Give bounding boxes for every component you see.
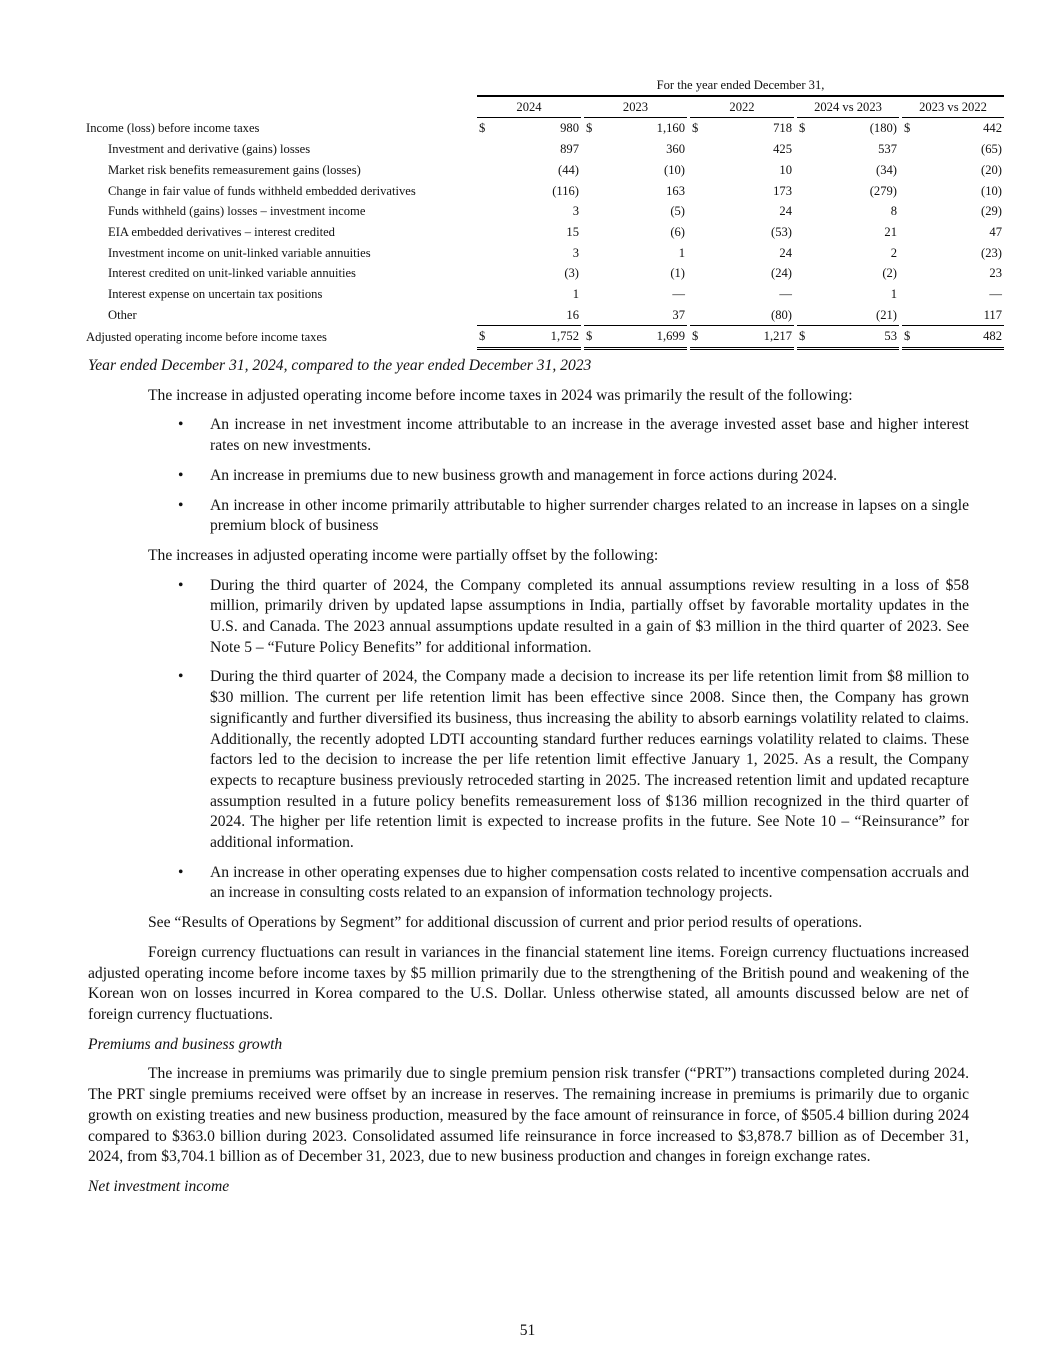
currency-symbol	[690, 181, 706, 202]
cell-value: (53)	[771, 224, 792, 239]
cell-value: 10	[779, 162, 792, 177]
cell-value: —	[672, 287, 685, 302]
row-label: Income (loss) before income taxes	[86, 121, 260, 136]
page-number: 51	[519, 1322, 536, 1339]
body-text	[88, 356, 969, 1207]
currency-symbol	[797, 305, 813, 326]
table-row	[86, 243, 1004, 264]
cell-value: (10)	[981, 183, 1002, 198]
row-label: Interest expense on uncertain tax positions	[108, 287, 323, 302]
cell-value: 163	[666, 183, 685, 198]
table-row	[86, 201, 1004, 222]
cell-value: (24)	[771, 266, 792, 281]
currency-symbol	[690, 284, 706, 305]
cell-value: (279)	[869, 183, 897, 198]
cell-value: (10)	[664, 162, 685, 177]
currency-symbol: $	[477, 325, 493, 350]
currency-symbol	[584, 181, 600, 202]
row-label: Investment income on unit-linked variable annuities	[108, 245, 371, 260]
currency-symbol	[902, 222, 918, 243]
currency-symbol	[477, 201, 493, 222]
paragraph: See “Results of Operations by Segment” for additional discussion of current and prior period results of operations.	[148, 914, 863, 932]
cell-value: 3	[572, 204, 579, 219]
cell-value: 980	[560, 121, 579, 136]
bullet-item	[88, 496, 969, 537]
cell-value: (29)	[981, 204, 1002, 219]
cell-value: 897	[560, 142, 579, 157]
currency-symbol	[797, 243, 813, 264]
cell-value: (34)	[876, 162, 897, 177]
cell-value: 47	[989, 224, 1002, 239]
cell-value: 8	[890, 204, 897, 219]
currency-symbol: $	[479, 121, 486, 136]
currency-symbol	[477, 222, 493, 243]
cell-value: (2)	[882, 266, 897, 281]
bullet-item	[88, 667, 969, 853]
currency-symbol	[477, 305, 493, 326]
cell-value: 3	[572, 245, 579, 260]
bullet-icon: •	[178, 466, 184, 484]
currency-symbol	[477, 139, 493, 160]
bullet-icon: •	[178, 576, 184, 594]
cell-value: (5)	[670, 204, 685, 219]
currency-symbol	[902, 263, 918, 284]
currency-symbol	[902, 305, 918, 326]
currency-symbol	[797, 139, 813, 160]
bullet-item	[88, 466, 969, 487]
table-row	[86, 305, 1004, 326]
bullet-text: An increase in other operating expenses due to higher compensation costs related to incentive compensation accruals and an increase in consulting costs related to an expansion of information technology projects.	[210, 863, 969, 902]
currency-symbol	[797, 181, 813, 202]
row-label: Change in fair value of funds withheld embedded derivatives	[108, 183, 416, 198]
cell-value: 1	[678, 245, 685, 260]
currency-symbol	[584, 201, 600, 222]
cell-value: 1,752	[493, 325, 581, 350]
cell-value: 718	[773, 121, 792, 136]
currency-symbol	[477, 243, 493, 264]
cell-value: (3)	[564, 266, 579, 281]
cell-value: (180)	[869, 121, 897, 136]
currency-symbol: $	[904, 121, 911, 136]
row-label: Funds withheld (gains) losses – investment income	[108, 204, 366, 219]
row-label: Adjusted operating income before income taxes	[86, 330, 327, 345]
currency-symbol	[797, 222, 813, 243]
currency-symbol: $	[690, 325, 706, 350]
paragraph: The increase in premiums was primarily due to single premium pension risk transfer (“PRT”) transactions completed during 2024. The PRT single premiums received were offset by an increase in reserves. The remaining increase in premiums is primarily due to organic growth on existing treaties and new business production, measured by the face amount of reinsurance in force, of $505.4 billion during 2024 compared to $363.0 billion during 2023. Consolidated assumed life reinsurance in force increased to $3,878.7 billion as of December 31, 2024, from $3,704.1 billion as of December 31, 2023, due to new business production and changes in foreign exchange rates.	[88, 1065, 969, 1166]
table-row	[86, 139, 1004, 160]
currency-symbol	[690, 160, 706, 181]
bullet-icon: •	[178, 496, 184, 514]
column-header: 2024 vs 2023	[797, 97, 899, 119]
currency-symbol	[690, 305, 706, 326]
cell-value: 117	[983, 307, 1002, 322]
cell-value: 16	[566, 307, 579, 322]
cell-value: 537	[878, 142, 897, 157]
table-row	[86, 181, 1004, 202]
bullet-item	[88, 863, 969, 904]
currency-symbol	[477, 160, 493, 181]
currency-symbol	[690, 139, 706, 160]
cell-value: (65)	[981, 142, 1002, 157]
currency-symbol	[584, 222, 600, 243]
currency-symbol	[902, 139, 918, 160]
cell-value: 23	[989, 266, 1002, 281]
paragraph: The increases in adjusted operating income were partially offset by the following:	[148, 546, 659, 564]
currency-symbol	[902, 181, 918, 202]
cell-value: 1	[572, 287, 579, 302]
cell-value: 2	[890, 245, 897, 260]
paragraph: Foreign currency fluctuations can result in variances in the financial statement line items. Foreign currency fluctuations increased adjusted operating income before income taxes by $5 million primarily due to the strengthening of the British pound and weakening of the Korean won on losses incurred in Korea compared to the U.S. Dollar. Unless otherwise stated, all amounts discussed below are net of foreign currency fluctuations.	[88, 943, 969, 1023]
cell-value: 37	[672, 307, 685, 322]
currency-symbol: $	[902, 325, 918, 350]
cell-value: 442	[983, 121, 1002, 136]
table-super-header: For the year ended December 31,	[477, 76, 1004, 97]
currency-symbol	[584, 305, 600, 326]
currency-symbol	[584, 284, 600, 305]
cell-value: (44)	[558, 162, 579, 177]
section-heading: Premiums and business growth	[88, 1035, 283, 1053]
bullet-item	[88, 415, 969, 456]
table-row	[86, 118, 1004, 139]
cell-value: —	[989, 287, 1002, 302]
currency-symbol	[584, 160, 600, 181]
cell-value: 1	[890, 287, 897, 302]
currency-symbol: $	[797, 325, 813, 350]
currency-symbol	[797, 160, 813, 181]
currency-symbol: $	[799, 121, 806, 136]
cell-value: 482	[918, 325, 1004, 350]
cell-value: (6)	[670, 224, 685, 239]
currency-symbol	[690, 222, 706, 243]
currency-symbol	[902, 284, 918, 305]
currency-symbol	[690, 201, 706, 222]
bullet-text: An increase in net investment income attributable to an increase in the average invested asset base and higher interest rates on new investments.	[210, 416, 969, 455]
bullet-text: During the third quarter of 2024, the Company completed its annual assumptions review resulting in a loss of $58 million, primarily driven by updated lapse assumptions in India, partially offset by favorable mortality updates in the U.S. and Canada. The 2023 annual assumptions update resulted in a gain of $3 million in the third quarter of 2023. See Note 5 – “Future Policy Benefits” for additional information.	[210, 576, 969, 656]
currency-symbol	[690, 263, 706, 284]
cell-value: 24	[779, 204, 792, 219]
currency-symbol	[797, 201, 813, 222]
bullet-text: An increase in premiums due to new business growth and management in force actions during 2024.	[210, 466, 838, 484]
cell-value: 53	[813, 325, 899, 350]
bullet-item	[88, 576, 969, 659]
currency-symbol	[477, 263, 493, 284]
bullet-icon: •	[178, 863, 184, 881]
cell-value: (116)	[552, 183, 579, 198]
currency-symbol	[797, 284, 813, 305]
table-row	[86, 325, 1004, 350]
currency-symbol	[477, 181, 493, 202]
cell-value: 1,699	[600, 325, 687, 350]
cell-value: (21)	[876, 307, 897, 322]
currency-symbol	[797, 263, 813, 284]
cell-value: 15	[566, 224, 579, 239]
column-header: 2024	[477, 97, 581, 119]
currency-symbol	[584, 139, 600, 160]
currency-symbol: $	[692, 121, 699, 136]
bullet-text: An increase in other income primarily attributable to higher surrender charges related to an increase in lapses on a single premium block of business	[210, 496, 969, 535]
currency-symbol	[902, 160, 918, 181]
section-heading: Net investment income	[88, 1177, 230, 1195]
bullet-icon: •	[178, 416, 184, 434]
cell-value: (20)	[981, 162, 1002, 177]
cell-value: 24	[779, 245, 792, 260]
row-label: Other	[108, 307, 137, 322]
cell-value: 21	[884, 224, 897, 239]
cell-value: 173	[773, 183, 792, 198]
row-label: Investment and derivative (gains) losses	[108, 142, 311, 157]
reconciliation-table	[86, 76, 1004, 350]
currency-symbol	[584, 263, 600, 284]
row-label: Interest credited on unit-linked variable annuities	[108, 266, 356, 281]
table-row	[86, 160, 1004, 181]
row-label: Market risk benefits remeasurement gains (losses)	[108, 162, 361, 177]
column-header: 2023	[584, 97, 687, 119]
cell-value: —	[779, 287, 792, 302]
cell-value: 1,217	[706, 325, 794, 350]
cell-value: 360	[666, 142, 685, 157]
bullet-icon: •	[178, 668, 184, 686]
section-heading: Year ended December 31, 2024, compared to the year ended December 31, 2023	[88, 357, 592, 374]
table-row	[86, 284, 1004, 305]
cell-value: (1)	[670, 266, 685, 281]
column-header: 2022	[690, 97, 794, 119]
currency-symbol	[902, 201, 918, 222]
cell-value: (80)	[771, 307, 792, 322]
paragraph: The increase in adjusted operating income before income taxes in 2024 was primarily the result of the following:	[148, 386, 853, 404]
cell-value: 1,160	[656, 121, 685, 136]
cell-value: 425	[773, 142, 792, 157]
currency-symbol	[584, 243, 600, 264]
currency-symbol	[477, 284, 493, 305]
bullet-text: During the third quarter of 2024, the Company made a decision to increase its per life retention limit from $8 million to $30 million. The current per life retention limit has been effective since 2008. Since then, the Company has grown significantly and further diversified its business, thus increasing the ability to absorb earnings volatility related to claims. Additionally, the recently adopted LDTI accounting standard further reduces earnings volatility related to claims. These factors led to the decision to increase the per life retention limit effective January 1, 2025. As a result, the Company expects to recapture business previously retroceded starting in 2025. The increased retention limit and updated recapture assumption resulted in a future policy benefits remeasurement loss of $136 million recognized in the third quarter of 2024. The higher per life retention limit is expected to increase profits in the future. See Note 10 – “Reinsurance” for additional information.	[210, 668, 969, 852]
column-header: 2023 vs 2022	[902, 97, 1004, 119]
table-row	[86, 222, 1004, 243]
row-label: EIA embedded derivatives – interest credited	[108, 224, 335, 239]
currency-symbol: $	[586, 121, 593, 136]
currency-symbol	[690, 243, 706, 264]
table-row	[86, 263, 1004, 284]
cell-value: (23)	[981, 245, 1002, 260]
currency-symbol	[902, 243, 918, 264]
currency-symbol: $	[584, 325, 600, 350]
